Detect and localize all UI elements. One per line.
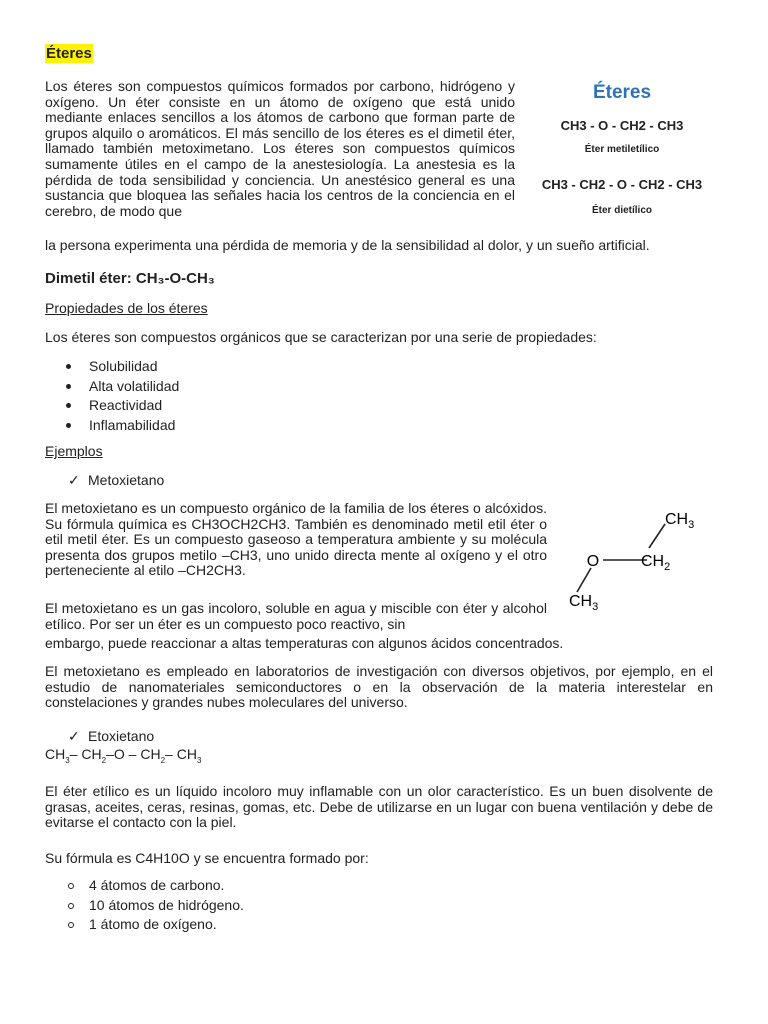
- circle-bullet-icon: [68, 883, 74, 889]
- etoxietano-paragraph: El éter etílico es un líquido incoloro muy inflamable con un olor característico. Es un buen disolvente de grasas, aceites, ceras, resinas, gomas, etc. Debe de utilizarse en un lugar con buena ventilación y debe de evitarse el contacto con la piel.: [45, 783, 713, 831]
- list-item: 4 átomos de carbono.: [68, 876, 244, 896]
- bond-o-ch3: [577, 568, 591, 592]
- list-item: Alta volatilidad: [66, 377, 179, 397]
- bond-ch2-ch3: [649, 524, 665, 548]
- propiedades-list: [66, 357, 179, 435]
- metoxietano-paragraph-2: El metoxietano es un gas incoloro, soluble en agua y miscible con éter y alcohol etílico. Por ser un éter es un compuesto poco reactivo, sin: [45, 600, 547, 632]
- etoxietano-formula: $CH_3-$ $CH_2-O - CH_2-$ $CH_3$: [45, 746, 202, 765]
- list-item: 1 átomo de oxígeno.: [68, 915, 244, 935]
- atom-ch3-top: $CH_3$: [665, 511, 695, 531]
- bullet-icon: [66, 384, 71, 389]
- checkmark-icon: ✓: [68, 472, 80, 488]
- propiedades-text: Los éteres son compuestos orgánicos que se caracterizan por una serie de propiedades:: [45, 329, 597, 345]
- caption-dietilico: Éter dietílico: [591, 205, 652, 216]
- ejemplos-heading: Ejemplos: [45, 443, 103, 459]
- propiedades-heading: Propiedades de los éteres: [45, 300, 208, 316]
- figure-title: Éteres: [592, 82, 652, 103]
- example-metoxietano: ✓ Metoxietano: [68, 472, 165, 488]
- formula-metiletilico: CH3 - O - CH2 - CH3: [560, 118, 684, 133]
- atom-ch2: $CH_2$: [641, 553, 671, 573]
- list-item: Inflamabilidad: [66, 416, 179, 436]
- metoxietano-paragraph-1: El metoxietano es un compuesto orgánico de la familia de los éteres o alcóxidos. Su fórmula química es CH3OCH2CH3. También es denominado metil etil éter o etil metil éter. Es un compuesto gaseoso a temperatura ambiente y su molécula presenta dos grupos metilo –CH3, uno unido directa mente al oxígeno y el otro perteneciente al etilo –CH2CH3.: [45, 500, 547, 579]
- formula-text: Su fórmula es C4H10O y se encuentra formado por:: [45, 850, 369, 866]
- page-title: Éteres: [46, 45, 92, 62]
- list-item: Reactividad: [66, 396, 179, 416]
- ethers-figure: [528, 78, 716, 228]
- bullet-icon: [66, 423, 71, 428]
- atom-ch3-bottom: $CH_3$: [569, 593, 599, 613]
- metoxietano-paragraph-3: El metoxietano es empleado en laboratorios de investigación con diversos objetivos, por ejemplo, en el estudio de nanomateriales semiconductores o en la observación de la materia interestelar en constelaciones y grandes nubes moleculares del universo.: [45, 663, 713, 711]
- formula-dietilico: CH3 - CH2 - O - CH2 - CH3: [541, 177, 703, 192]
- composition-list: [68, 876, 244, 935]
- intro-paragraph: Los éteres son compuestos químicos formados por carbono, hidrógeno y oxígeno. Un éter consiste en un átomo de oxígeno que está unido mediante enlaces sencillos a los átomos de carbono que forman parte de grupos alquilo o aromáticos. El más sencillo de los éteres es el dimetil éter, llamado también metoximetano. Los éteres son compuestos químicos sumamente útiles en el campo de la anestesiología. La anestesia es la pérdida de toda sensibilidad y conciencia. Un anestésico general es una sustancia que bloquea las señales hacia los centros de la conciencia en el cerebro, de modo que: [45, 78, 515, 219]
- example-etoxietano: ✓ Etoxietano: [68, 728, 155, 744]
- intro-paragraph-tail: la persona experimenta una pérdida de memoria y de la sensibilidad al dolor, y un sueño artificial.: [45, 237, 650, 253]
- list-item: Solubilidad: [66, 357, 179, 377]
- circle-bullet-icon: [68, 903, 74, 909]
- bullet-icon: [66, 403, 71, 408]
- caption-metiletilico: Éter metiletílico: [584, 144, 660, 155]
- dimetil-heading: Dimetil éter: CH₃-O-CH₃: [45, 270, 215, 287]
- checkmark-icon: ✓: [68, 728, 80, 744]
- metoxietano-paragraph-2-tail: embargo, puede reaccionar a altas temperaturas con algunos ácidos concentrados.: [45, 635, 564, 651]
- circle-bullet-icon: [68, 922, 74, 928]
- bullet-icon: [66, 364, 71, 369]
- list-item: 10 átomos de hidrógeno.: [68, 896, 244, 916]
- atom-oxygen: O: [586, 553, 600, 570]
- metoxietano-structure: [555, 500, 715, 620]
